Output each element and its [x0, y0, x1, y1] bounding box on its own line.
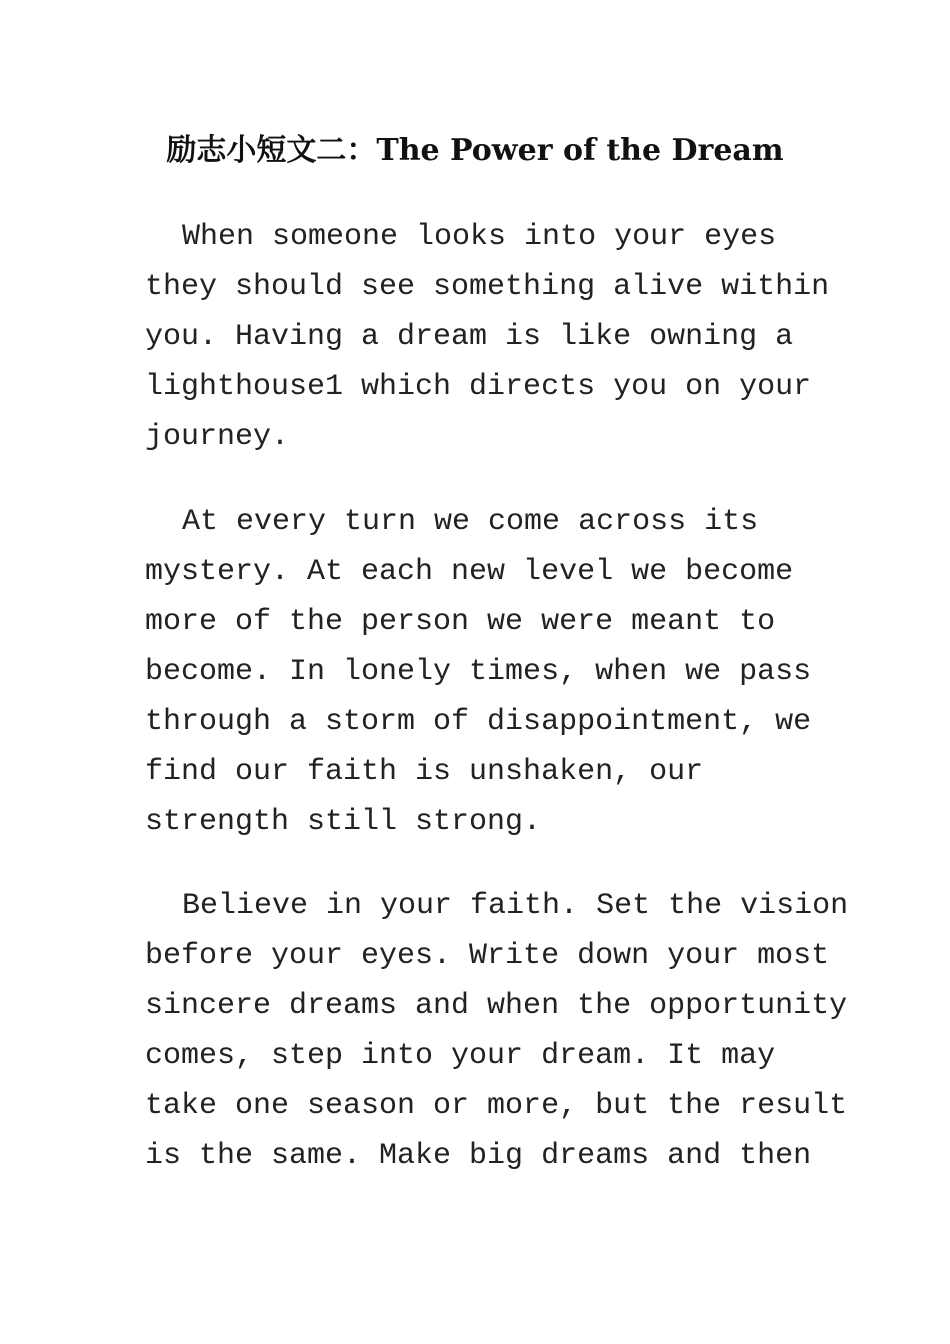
paragraph-line: is the same. Make big dreams and then	[145, 1139, 812, 1173]
paragraph-line: journey.	[145, 420, 290, 454]
paragraph-line: lighthouse1 which directs you on your	[145, 370, 812, 404]
paragraph-line: become. In lonely times, when we pass	[145, 655, 812, 689]
paragraph-line: sincere dreams and when the opportunity	[145, 989, 848, 1023]
paragraph-line: mystery. At each new level we become	[145, 555, 794, 589]
paragraph-line: you. Having a dream is like owning a	[145, 320, 794, 354]
paragraph-line: through a storm of disappointment, we	[145, 705, 812, 739]
paragraph-line: At every turn we come across its	[182, 505, 759, 539]
paragraph-line: find our faith is unshaken, our	[145, 755, 704, 789]
paragraph-line: more of the person we were meant to	[145, 605, 776, 639]
paragraph-line: strength still strong.	[145, 805, 542, 839]
paragraph-line: they should see something alive within	[145, 270, 830, 304]
paragraph-line: take one season or more, but the result	[145, 1089, 848, 1123]
paragraph-line: When someone looks into your eyes	[182, 220, 777, 254]
paragraph-line: Believe in your faith. Set the vision	[182, 889, 849, 923]
paragraph-1	[145, 212, 829, 462]
document-title: 励志小短文二：The Power of the Dream	[166, 133, 784, 168]
paragraph-3	[145, 881, 848, 1181]
paragraph-2	[145, 497, 811, 847]
paragraph-line: before your eyes. Write down your most	[145, 939, 830, 973]
paragraph-line: comes, step into your dream. It may	[145, 1039, 776, 1073]
